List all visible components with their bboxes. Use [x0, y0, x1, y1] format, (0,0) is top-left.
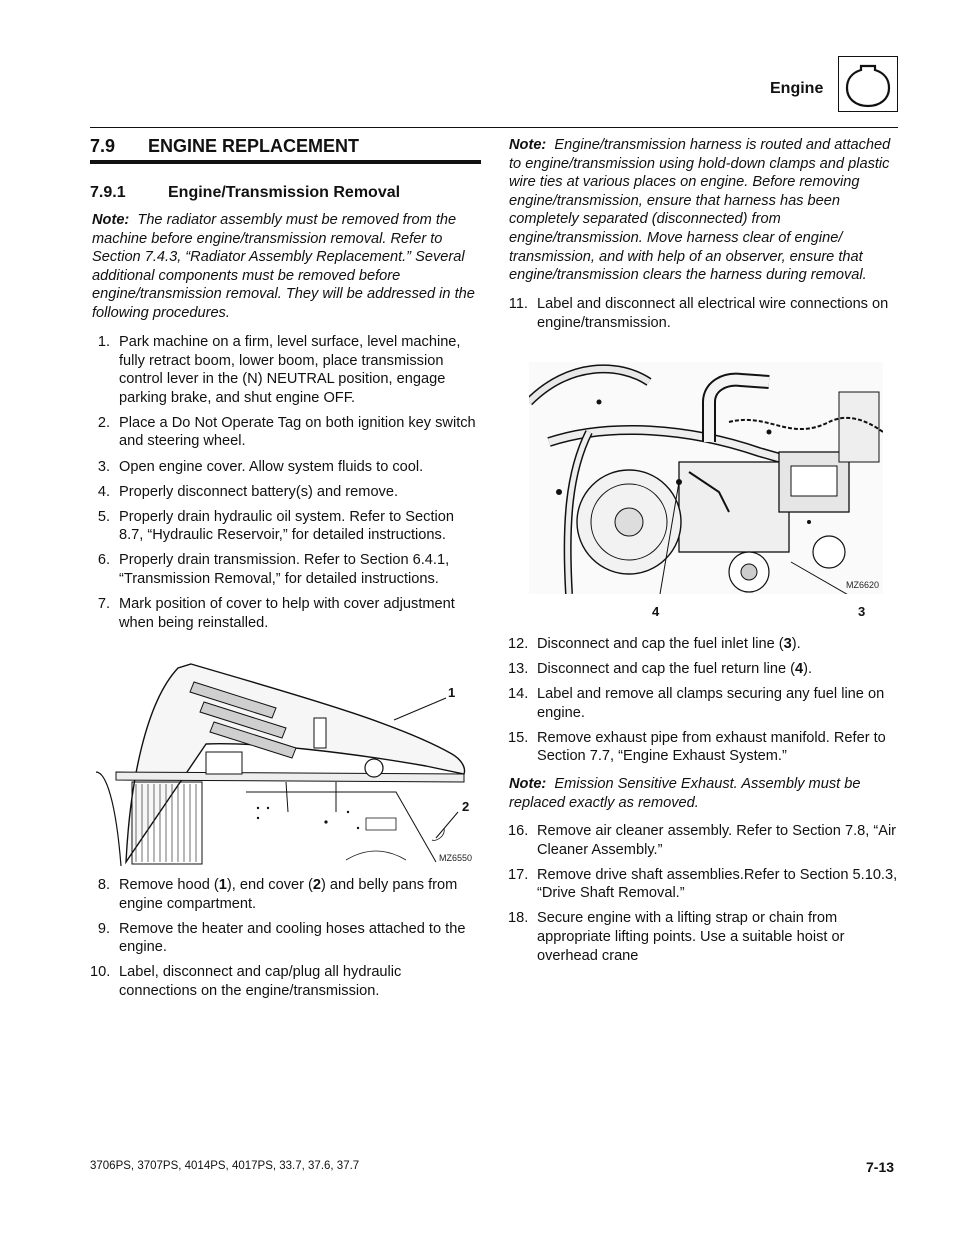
section-heading — [90, 136, 359, 157]
engine-icon-box — [838, 56, 898, 112]
subsection-number: 7.9.1 — [90, 184, 126, 201]
callout-2: 2 — [462, 799, 470, 814]
list-item: 13. Disconnect and cap the fuel return line (4). — [508, 661, 813, 678]
list-item: 16. Remove air cleaner assembly. Refer to Section 7.8, “Air Cleaner Assembly.” — [508, 823, 897, 858]
engine-figure — [529, 362, 883, 594]
steps-list-e — [508, 822, 900, 972]
left-note — [92, 211, 484, 323]
header-section-name: Engine — [770, 80, 824, 97]
engine-icon — [839, 57, 897, 111]
list-item: 2. Place a Do Not Operate Tag on both ignition key switch and steering wheel. — [97, 414, 476, 450]
footer-models: 3706PS, 3707PS, 4014PS, 4017PS, 33.7, 37.6, 37.7 — [90, 1160, 360, 1172]
list-item: 5. Properly drain hydraulic oil system. Refer to Section 8.7, “Hydraulic Reservoir,” for detailed instructions. — [97, 508, 454, 544]
steps-list-c — [508, 295, 900, 339]
section-title: ENGINE REPLACEMENT — [148, 136, 360, 156]
header-rule — [90, 127, 898, 128]
note-text: Emission Sensitive Exhaust. Assembly must be replaced exactly as removed. — [509, 776, 861, 811]
callout-3: 3 — [858, 604, 866, 619]
callout-4: 4 — [652, 604, 660, 619]
note-text: Engine/transmission harness is routed and attached to engine/transmission using hold-down clamps and plastic wire ties at various places on engine. Before removing engine/transmission, ensure that harness has been completely separated (disconnected) from engine/transmission. Move harness clear of engine/ transmission, and with help of an observer, ensure that engine/transmission clears the harness during removal. — [509, 137, 891, 284]
steps-list-d — [508, 635, 900, 773]
list-item: 8. Remove hood (1), end cover (2) and belly pans from engine compartment. — [97, 877, 458, 912]
note-text: The radiator assembly must be removed from the machine before engine/transmission removal. Refer to Section 7.4.3, “Radiator Assembly Replacement.” Several additional components must be removed before engine/transmission removal. They will be addressed in the following procedures. — [92, 212, 475, 321]
list-item: 10. Label, disconnect and cap/plug all hydraulic connections on the engine/transmission. — [90, 964, 402, 999]
steps-list-a — [90, 333, 482, 639]
list-item: 7. Mark position of cover to help with cover adjustment when being reinstalled. — [97, 596, 455, 631]
note-label: Note: — [509, 137, 547, 153]
hood-figure — [96, 662, 478, 866]
subsection-title: Engine/Transmission Removal — [168, 184, 401, 201]
steps-list-b — [90, 876, 482, 1007]
section-number: 7.9 — [90, 136, 116, 156]
section-rule — [90, 160, 481, 164]
list-item: 17. Remove drive shaft assemblies.Refer to Section 5.10.3, “Drive Shaft Removal.” — [508, 866, 898, 902]
list-item: 9. Remove the heater and cooling hoses attached to the engine. — [97, 920, 466, 956]
page-number: 7-13 — [866, 1159, 895, 1175]
list-item: 1. Park machine on a firm, level surface, level machine, fully retract boom, lower boom, place transmission control lever in the (N) NEUTRAL position, engage parking brake, and shut engine OFF. — [97, 334, 461, 406]
hood-illustration — [96, 662, 478, 866]
list-item: 3. Open engine cover. Allow system fluids to cool. — [97, 458, 424, 475]
note-label: Note: — [509, 776, 547, 792]
list-item: 15. Remove exhaust pipe from exhaust manifold. Refer to Section 7.7, “Engine Exhaust System.” — [508, 729, 886, 765]
right-note-exhaust — [509, 775, 901, 812]
callout-1: 1 — [448, 685, 456, 700]
note-label: Note: — [92, 212, 130, 228]
list-item: 11. Label and disconnect all electrical wire connections on engine/transmission. — [508, 296, 889, 331]
list-item: 4. Properly disconnect battery(s) and remove. — [97, 483, 399, 500]
engine-illustration — [529, 362, 883, 594]
figure-code: MZ6550 — [439, 853, 473, 863]
list-item: 18. Secure engine with a lifting strap or chain from appropriate lifting points. Use a suitable hoist or overhead crane — [508, 910, 845, 964]
list-item: 6. Properly drain transmission. Refer to Section 6.4.1, “Transmission Removal,” for detailed instructions. — [97, 552, 450, 588]
subsection-heading — [90, 184, 400, 202]
figure-code: MZ6620 — [846, 580, 880, 590]
list-item: 12. Disconnect and cap the fuel inlet line (3). — [508, 636, 801, 652]
list-item: 14. Label and remove all clamps securing any fuel line on engine. — [508, 686, 885, 721]
right-note-harness — [509, 136, 901, 285]
